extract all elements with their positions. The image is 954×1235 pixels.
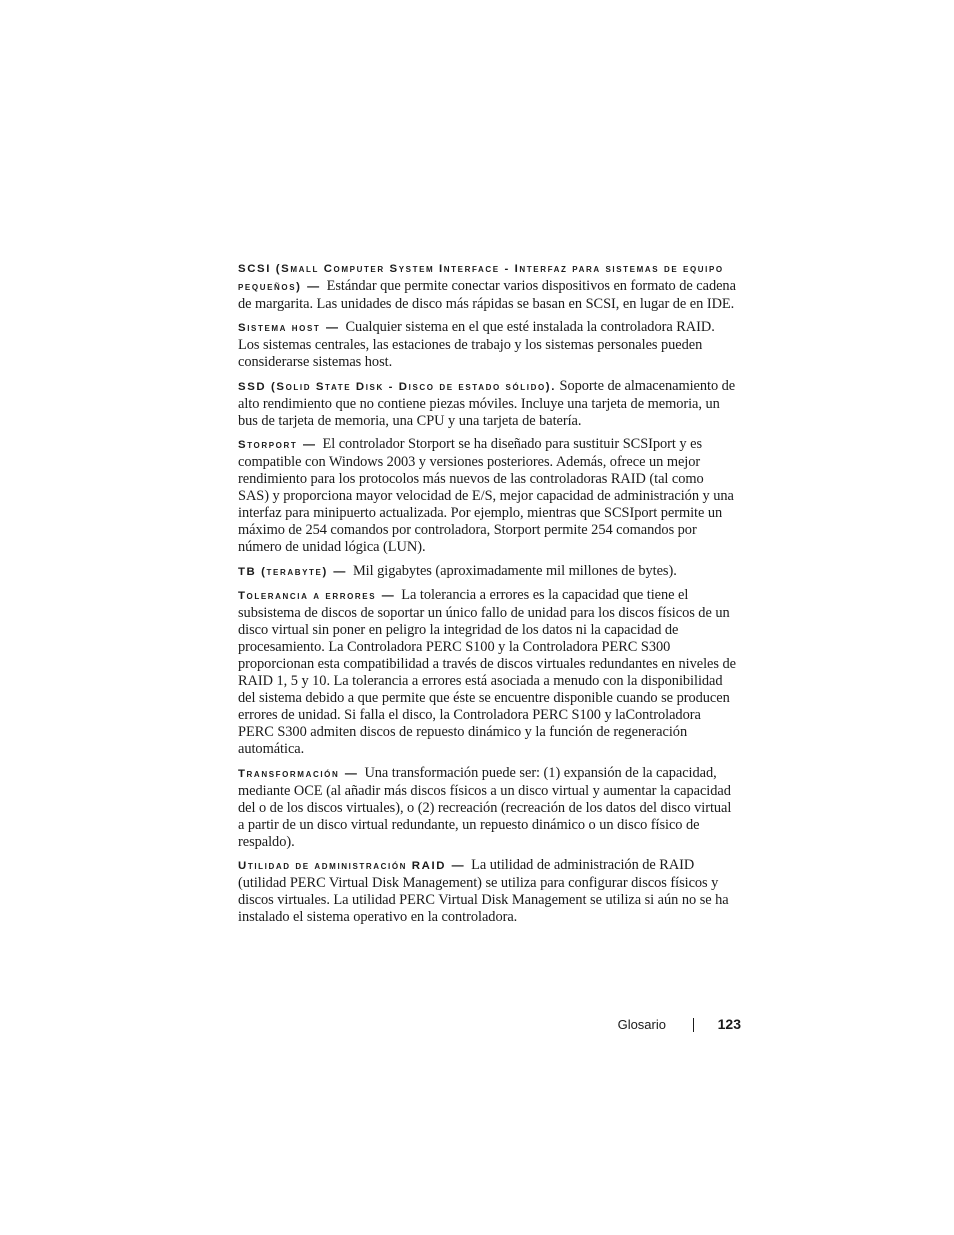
em-dash: —: [302, 436, 315, 451]
glossary-definition: Soporte de almacenamiento de alto rendimiento que no contiene piezas móviles. Incluye una tarjeta de memoria, un bus de tarjeta de memoria, una CPU y una tarjeta de batería.: [238, 377, 736, 429]
glossary-term: SSD (Solid State Disk - Disco de estado sólido).: [238, 380, 556, 393]
glossary-entry-tb: [238, 563, 736, 581]
glossary-entry-ssd: [238, 378, 736, 430]
em-dash: —: [325, 320, 338, 335]
glossary-term: Tolerancia a errores: [238, 589, 377, 602]
glossary-entry-storport: [238, 436, 736, 557]
glossary-entry-scsi: [238, 260, 736, 313]
em-dash: —: [344, 765, 357, 780]
em-dash: —: [451, 858, 464, 872]
page-footer: [560, 1015, 742, 1035]
glossary-term: Transformación: [238, 767, 340, 780]
glossary-body: [238, 260, 736, 932]
glossary-term: Sistema host: [238, 322, 321, 335]
glossary-term: Storport: [238, 438, 298, 451]
em-dash: —: [307, 279, 320, 294]
glossary-term: SCSI (Small Computer System Interface - Interfaz para sistemas de equipo pequeños): [238, 263, 724, 294]
footer-section-label: Glosario: [617, 1017, 666, 1032]
glossary-definition: Mil gigabytes (aproximadamente mil millones de bytes).: [352, 562, 677, 579]
glossary-entry-sistema-host: [238, 319, 736, 371]
em-dash: —: [333, 563, 346, 578]
glossary-entry-utilidad-raid: [238, 857, 736, 926]
glossary-definition: La tolerancia a errores es la capacidad que tiene el subsistema de discos de soportar un único fallo de unidad para los discos físicos de un disco virtual sin poner en peligro la integridad de los datos ni la capacidad de procesamiento. La Controladora PERC S100 y la Controladora PERC S300 proporcionan esta compatibilidad a través de discos virtuales redundantes en niveles de RAID 1, 5 y 10. La tolerancia a errores está asociada a menudo con la disponibilidad del sistema debido a que permite que éste se encuentre disponible cuando se producen errores de unidad. Si falla el disco, la Controladora PERC S100 y laControladora PERC S300 admiten discos de repuesto dinámico y la función de regeneración automática.: [238, 586, 736, 758]
glossary-definition: La utilidad de administración de RAID (utilidad PERC Virtual Disk Management) se utiliza para configurar discos físicos y discos virtuales. La utilidad PERC Virtual Disk Management se utiliza si aún no se ha instalado el sistema operativo en la controladora.: [238, 857, 729, 926]
footer-divider: [693, 1018, 694, 1032]
glossary-term: Utilidad de administración RAID: [238, 860, 447, 872]
glossary-definition: Una transformación puede ser: (1) expansión de la capacidad, mediante OCE (al añadir más discos físicos a un disco virtual y aumentar la capacidad del o de los discos virtuales), o (2) recreación (recreación de los datos del disco virtual a partir de un disco virtual redundante, un repuesto dinámico o un disco físico de respaldo).: [238, 764, 732, 850]
glossary-definition: Cualquier sistema en el que esté instalada la controladora RAID. Los sistemas centrales, las estaciones de trabajo y los sistemas personales pueden considerarse sistemas host.: [238, 319, 715, 371]
glossary-entry-tolerancia: [238, 587, 736, 759]
glossary-definition: Estándar que permite conectar varios dispositivos en formato de cadena de margarita. Las unidades de disco más rápidas se basan en SCSI, en lugar de en IDE.: [238, 278, 736, 313]
glossary-entry-transformacion: [238, 765, 736, 851]
em-dash: —: [381, 587, 394, 602]
glossary-definition: El controlador Storport se ha diseñado para sustituir SCSIport y es compatible con Windows 2003 y versiones posteriores. Además, ofrece un mejor rendimiento para los protocolos más nuevos de las controladoras RAID (tal como SAS) y proporciona mayor velocidad de E/S, mejor capacidad de administración y una interfaz para minipuerto actualizada. Por ejemplo, mientras que SCSIport permite un máximo de 254 comandos por controladora, Storport permite 254 comandos por número de unidad lógica (LUN).: [238, 435, 734, 556]
page-number: 123: [717, 1016, 741, 1032]
glossary-term: TB (terabyte): [238, 565, 328, 578]
